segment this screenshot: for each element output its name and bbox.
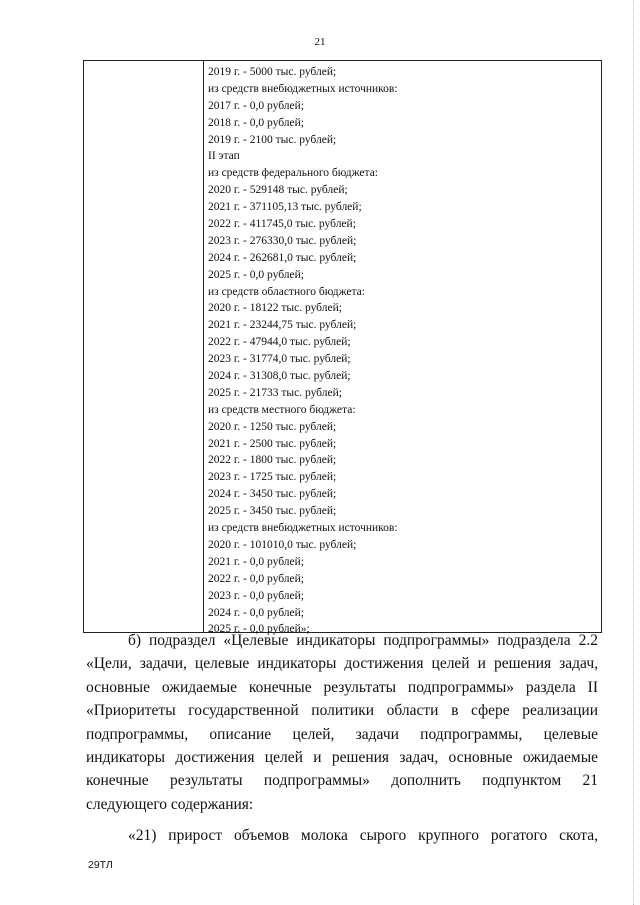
paragraph-subsection-b xyxy=(86,629,598,816)
paragraph-line: подпрограммы, описание целей, задачи подпрограммы, целевые xyxy=(86,725,598,743)
table-line: 2022 г. - 1800 тыс. рублей; xyxy=(208,454,337,467)
table-line: 2024 г. - 262681,0 тыс. рублей; xyxy=(208,251,357,264)
funding-table xyxy=(83,60,602,636)
page-number: 21 xyxy=(314,36,326,48)
table-line: 2024 г. - 31308,0 тыс. рублей; xyxy=(208,370,351,383)
table-line: 2024 г. - 3450 тыс. рублей; xyxy=(208,488,337,501)
table-line: 2021 г. - 0,0 рублей; xyxy=(208,555,304,568)
table-column-divider xyxy=(203,61,204,632)
table-line: 2025 г. - 21733 тыс. рублей; xyxy=(208,386,342,399)
table-line: 2020 г. - 529148 тыс. рублей; xyxy=(208,184,348,197)
table-line: 2018 г. - 0,0 рублей; xyxy=(208,116,304,129)
table-line: 2024 г. - 0,0 рублей; xyxy=(208,606,304,619)
table-line: 2019 г. - 2100 тыс. рублей; xyxy=(208,133,337,146)
paragraph-line: «21) прирост объемов молока сырого крупного рогатого скота, xyxy=(128,827,598,844)
paragraph-item-21 xyxy=(86,824,598,847)
table-line: 2025 г. - 3450 тыс. рублей; xyxy=(208,505,337,518)
table-line: 2023 г. - 276330,0 тыс. рублей; xyxy=(208,234,357,247)
paragraph-line: «Приоритеты государственной политики области в сфере реализации xyxy=(86,702,598,720)
table-line: 2020 г. - 101010,0 тыс. рублей; xyxy=(208,538,357,551)
table-line: из средств внебюджетных источников: xyxy=(208,82,398,95)
table-line: 2025 г. - 0,0 рублей»; xyxy=(208,623,310,636)
table-line: 2025 г. - 0,0 рублей; xyxy=(208,268,304,281)
paragraph-line: конечные результаты подпрограммы» дополнить подпунктом 21 xyxy=(86,772,598,790)
table-line: 2023 г. - 31774,0 тыс. рублей; xyxy=(208,353,351,366)
table-line: 2020 г. - 1250 тыс. рублей; xyxy=(208,420,337,433)
paragraph-line: «Цели, задачи, целевые индикаторы достижения целей и решения задач, xyxy=(86,655,598,673)
table-line: 2023 г. - 0,0 рублей; xyxy=(208,589,304,602)
paragraph-line: б) подраздел «Целевые индикаторы подпрограммы» подраздела 2.2 xyxy=(128,632,598,649)
table-line: 2022 г. - 411745,0 тыс. рублей; xyxy=(208,218,356,231)
table-line: 2021 г. - 2500 тыс. рублей; xyxy=(208,437,337,450)
table-line: 2020 г. - 18122 тыс. рублей; xyxy=(208,302,342,315)
table-line: из средств внебюджетных источников: xyxy=(208,522,398,535)
table-line: из средств федерального бюджета: xyxy=(208,167,378,180)
table-cell-funding xyxy=(208,64,593,638)
table-line: 2021 г. - 371105,13 тыс. рублей; xyxy=(208,201,362,214)
table-line: 2023 г. - 1725 тыс. рублей; xyxy=(208,471,337,484)
table-line: 2019 г. - 5000 тыс. рублей; xyxy=(208,66,337,78)
footer-document-code: 29ТЛ xyxy=(88,859,113,871)
paragraph-line: индикаторы достижения целей и решения задач, основные ожидаемые xyxy=(86,748,598,766)
table-line: 2017 г. - 0,0 рублей; xyxy=(208,99,304,112)
scan-edge xyxy=(633,0,634,905)
table-line: II этап xyxy=(208,150,240,163)
table-line: из средств областного бюджета: xyxy=(208,285,365,298)
table-line: 2021 г. - 23244,75 тыс. рублей; xyxy=(208,319,357,332)
paragraph-line: основные ожидаемые конечные результаты подпрограммы» раздела II xyxy=(86,678,598,696)
table-line: из средств местного бюджета: xyxy=(208,403,356,416)
paragraph-line: следующего содержания: xyxy=(86,795,254,813)
table-line: 2022 г. - 47944,0 тыс. рублей; xyxy=(208,336,351,349)
table-line: 2022 г. - 0,0 рублей; xyxy=(208,572,304,585)
